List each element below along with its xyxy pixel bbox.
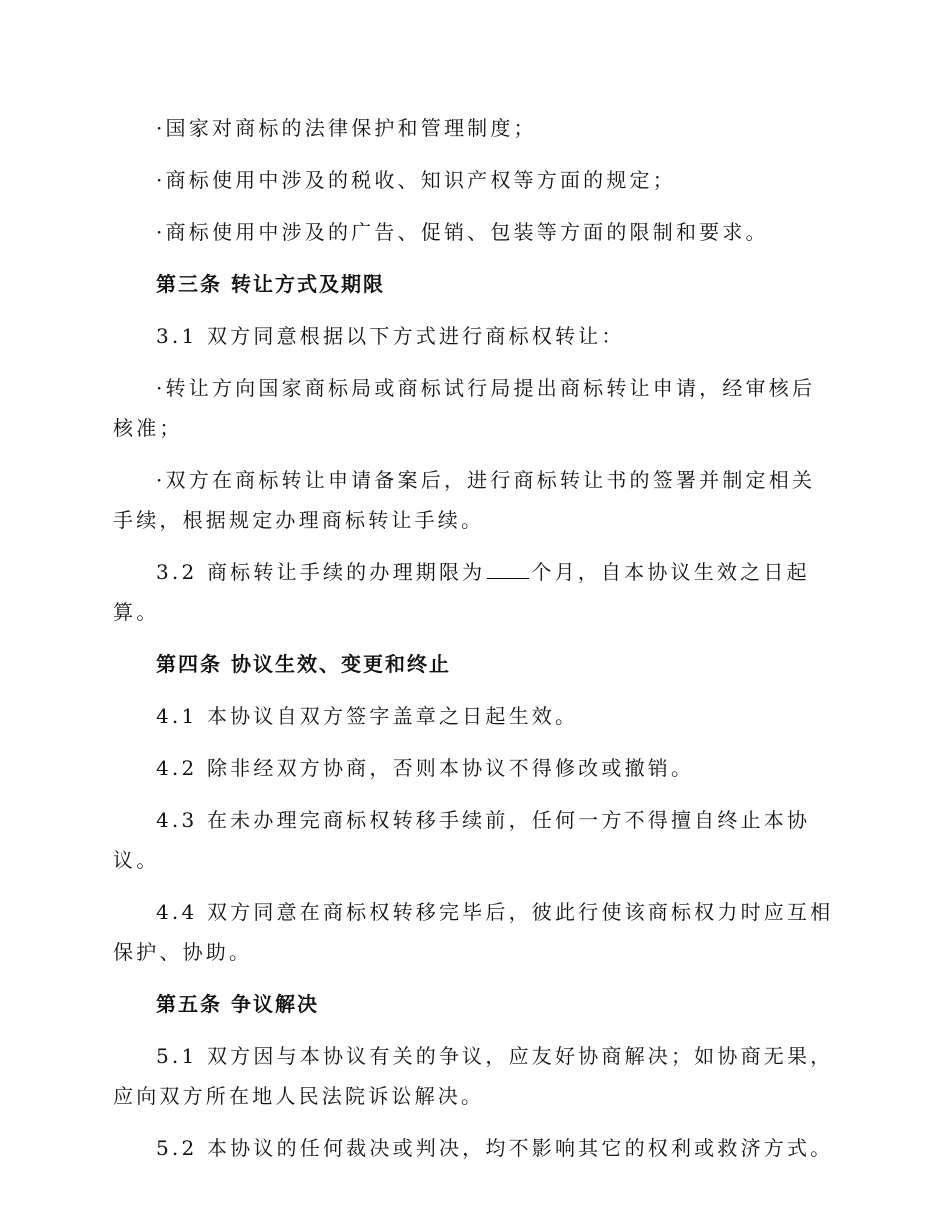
- clause-paragraph: 5.1 双方因与本协议有关的争议，应友好协商解决；如协商无果，应向双方所在地人民法院诉讼解决。: [113, 1044, 834, 1108]
- clause-text-after-blank: 个月，自本协议生效之日起算。: [113, 560, 810, 624]
- clause-paragraph: 4.3 在未办理完商标权转移手续前，任何一方不得擅自终止本协议。: [113, 808, 811, 872]
- clause-paragraph: 3.1 双方同意根据以下方式进行商标权转让：: [156, 324, 625, 348]
- clause-text-before-blank: 3.2 商标转让手续的办理期限为: [156, 560, 486, 584]
- document-body: [113, 108, 837, 1180]
- clause-paragraph: 4.2 除非经双方协商，否则本协议不得修改或撤销。: [156, 756, 695, 780]
- section-heading: 第三条 转让方式及期限: [156, 272, 385, 296]
- fill-in-blank: [487, 560, 529, 579]
- clause-paragraph: 4.1 本协议自双方签字盖章之日起生效。: [156, 704, 579, 728]
- bullet-item: ·商标使用中涉及的税收、知识产权等方面的规定；: [156, 168, 676, 192]
- bullet-item: ·双方在商标转让申请备案后，进行商标转让书的签署并制定相关手续，根据规定办理商标转让手续。: [113, 468, 816, 532]
- clause-paragraph: 4.4 双方同意在商标权转移完毕后，彼此行使该商标权力时应互相保护、协助。: [113, 900, 834, 964]
- clause-paragraph: [113, 552, 837, 632]
- section-heading: 第四条 协议生效、变更和终止: [156, 652, 451, 676]
- clause-paragraph: 5.2 本协议的任何裁决或判决，均不影响其它的权利或救济方式。: [156, 1136, 834, 1160]
- section-heading: 第五条 争议解决: [156, 992, 319, 1016]
- bullet-item: ·国家对商标的法律保护和管理制度；: [156, 116, 537, 140]
- bullet-item: ·转让方向国家商标局或商标试行局提出商标转让申请，经审核后核准；: [113, 376, 816, 440]
- bullet-item: ·商标使用中涉及的广告、促销、包装等方面的限制和要求。: [156, 220, 769, 244]
